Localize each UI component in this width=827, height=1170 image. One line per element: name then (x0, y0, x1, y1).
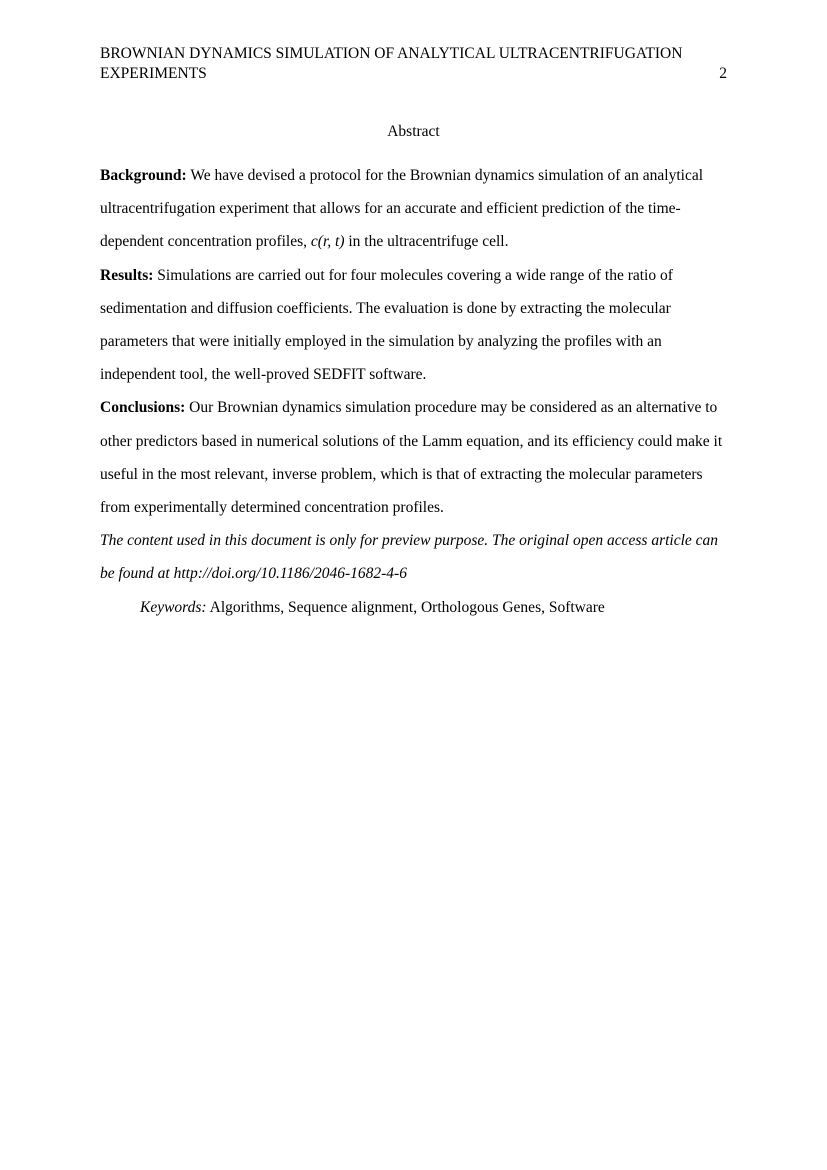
results-label: Results: (100, 266, 154, 284)
conclusions-label: Conclusions: (100, 399, 186, 417)
background-paragraph (100, 159, 732, 259)
keywords-line (100, 591, 732, 624)
running-head-line2 (100, 64, 727, 84)
conclusions-paragraph (100, 391, 732, 524)
preview-notice: The content used in this document is only for preview purpose. The original open access article can be found at http://doi.org/10.1186/2046-1682-4-6 (100, 532, 719, 583)
background-text: We have devised a protocol for the Brownian dynamics simulation of an analytical ultracentrifugation experiment that allows for an accurate and efficient prediction of the time-dependent concentration profiles, (100, 167, 704, 251)
running-head (100, 44, 727, 84)
results-paragraph (100, 259, 732, 392)
conclusions-text: Our Brownian dynamics simulation procedure may be considered as an alternative to other predictors based in numerical solutions of the Lamm equation, and its efficiency could make it useful in the most relevant, inverse problem, which is that of extracting the molecular parameters from experimentally determined concentration profiles. (100, 399, 723, 517)
abstract-heading: Abstract (387, 123, 440, 140)
background-text-end: in the ultracentrifuge cell. (348, 233, 509, 251)
concentration-math: c(r, t) (310, 233, 345, 251)
page-number: 2 (719, 65, 727, 82)
running-head-title-line1: BROWNIAN DYNAMICS SIMULATION OF ANALYTICAL ULTRACENTRIFUGATION (100, 45, 683, 62)
results-text: Simulations are carried out for four molecules covering a wide range of the ratio of sedimentation and diffusion coefficients. The evaluation is done by extracting the molecular parameters that were initially employed in the simulation by analyzing the profiles with an independent tool, the well-proved SEDFIT software. (100, 266, 673, 384)
keywords-label: Keywords: (140, 598, 207, 616)
background-label: Background: (100, 167, 187, 184)
abstract-body (100, 159, 732, 624)
keywords-text: Algorithms, Sequence alignment, Orthologous Genes, Software (209, 598, 605, 616)
running-head-title-line2: EXPERIMENTS (100, 65, 207, 82)
